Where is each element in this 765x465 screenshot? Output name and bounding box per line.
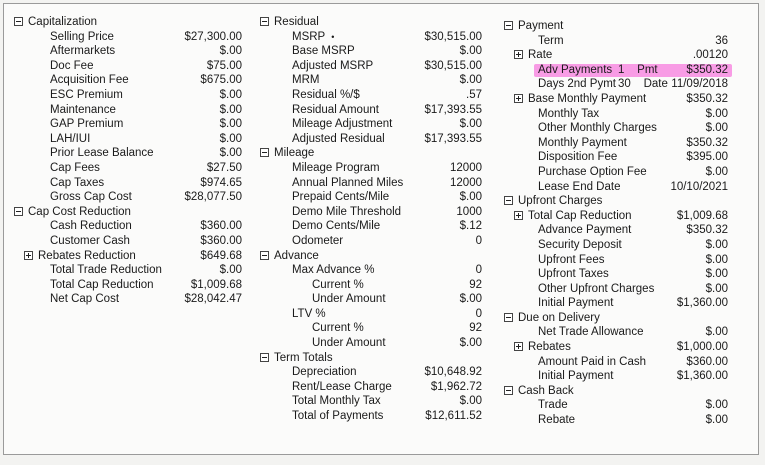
row-value: .00120 bbox=[692, 49, 728, 62]
row-label: Term Totals bbox=[274, 351, 333, 364]
row-value: $30,515.00 bbox=[424, 59, 482, 72]
collapse-icon[interactable] bbox=[14, 17, 23, 26]
row-label: Days 2nd Pymt bbox=[538, 78, 616, 91]
tree-row-initial-payment bbox=[504, 369, 728, 384]
tree-node-upfront-charges[interactable] bbox=[504, 194, 728, 209]
row-label: Depreciation bbox=[292, 366, 357, 379]
row-label: Upfront Charges bbox=[518, 195, 603, 208]
row-value: $395.00 bbox=[686, 151, 728, 164]
row-value: $75.00 bbox=[206, 59, 242, 72]
row-value: $.00 bbox=[705, 326, 728, 339]
row-label: Max Advance % bbox=[292, 264, 375, 277]
row-label: Adjusted Residual bbox=[292, 132, 385, 145]
row-label: Initial Payment bbox=[538, 370, 614, 383]
row-label: MSRP • bbox=[292, 30, 335, 43]
row-value: $360.00 bbox=[200, 220, 242, 233]
row-value: $28,077.50 bbox=[184, 191, 242, 204]
collapse-icon[interactable] bbox=[504, 196, 513, 205]
tree-row-aftermarkets bbox=[14, 44, 254, 59]
row-value: 92 bbox=[469, 278, 482, 291]
row-value: $.00 bbox=[459, 337, 482, 350]
row-value: $.00 bbox=[219, 118, 242, 131]
tree-row-gross-cap-cost bbox=[14, 190, 254, 205]
row-label: LAH/IUI bbox=[50, 132, 91, 145]
row-value: $360.00 bbox=[200, 234, 242, 247]
tree-row-initial-payment bbox=[504, 296, 728, 311]
row-label: Net Trade Allowance bbox=[538, 326, 644, 339]
tree-row-under-amount bbox=[260, 292, 490, 307]
tree-node-base-monthly-payment[interactable] bbox=[504, 92, 728, 107]
tree-row-prepaid-cents-mile bbox=[260, 190, 490, 205]
row-value: $.12 bbox=[459, 220, 482, 233]
row-label: Gross Cap Cost bbox=[50, 191, 132, 204]
tree-row-upfront-taxes bbox=[504, 267, 728, 282]
row-label: Security Deposit bbox=[538, 238, 622, 251]
row-label: Demo Mile Threshold bbox=[292, 205, 402, 218]
expand-icon[interactable] bbox=[514, 342, 523, 351]
row-label: Selling Price bbox=[50, 30, 114, 43]
row-value: $360.00 bbox=[686, 355, 728, 368]
tree-row-maintenance bbox=[14, 103, 254, 118]
row-value: 11/09/2018 bbox=[671, 78, 728, 91]
row-value: $17,393.55 bbox=[424, 132, 482, 145]
tree-row-cash-reduction bbox=[14, 219, 254, 234]
row-value: $17,393.55 bbox=[424, 103, 482, 116]
tree-row-cap-taxes bbox=[14, 176, 254, 191]
tree-row-rebate bbox=[504, 413, 728, 428]
row-value: $1,009.68 bbox=[676, 209, 728, 222]
tree-row-adjusted-residual bbox=[260, 132, 490, 147]
row-label: Rebates Reduction bbox=[38, 249, 136, 262]
tree-row-other-upfront-charges bbox=[504, 282, 728, 297]
collapse-icon[interactable] bbox=[260, 251, 269, 260]
row-label: Cap Cost Reduction bbox=[28, 205, 131, 218]
lease-worksheet-panel bbox=[3, 3, 759, 455]
row-label: Payment bbox=[518, 20, 564, 32]
row-label: Annual Planned Miles bbox=[292, 176, 404, 189]
row-value: $.00 bbox=[705, 282, 728, 295]
row-value: $.00 bbox=[219, 264, 242, 277]
row-label: Under Amount bbox=[312, 293, 386, 306]
collapse-icon[interactable] bbox=[504, 313, 513, 322]
tree-row-current bbox=[260, 278, 490, 293]
row-value: 36 bbox=[715, 34, 728, 47]
row-label: Capitalization bbox=[28, 16, 98, 28]
row-value: $675.00 bbox=[200, 74, 242, 87]
row-label: GAP Premium bbox=[50, 118, 124, 131]
tree-row-security-deposit bbox=[504, 238, 728, 253]
collapse-icon[interactable] bbox=[260, 353, 269, 362]
row-label: MRM bbox=[292, 74, 320, 87]
row-value: $.00 bbox=[219, 45, 242, 58]
tree-row-adv-payments bbox=[504, 63, 728, 78]
tree-row-disposition-fee bbox=[504, 150, 728, 165]
tree-row-residual-amount bbox=[260, 103, 490, 118]
tree-row-rent-lease-charge bbox=[260, 380, 490, 395]
row-value: 0 bbox=[475, 234, 482, 247]
row-value: $350.32 bbox=[686, 63, 728, 76]
row-value: $.00 bbox=[459, 191, 482, 204]
row-label: Advance Payment bbox=[538, 224, 632, 237]
row-label: Other Monthly Charges bbox=[538, 122, 657, 135]
row-label: Residual bbox=[274, 16, 319, 28]
collapse-icon[interactable] bbox=[504, 21, 513, 30]
row-value: $.00 bbox=[705, 165, 728, 178]
row-value: 12000 bbox=[450, 176, 482, 189]
row-label: Rebate bbox=[538, 414, 576, 427]
row-extra: 30 Date bbox=[618, 78, 668, 91]
row-value: $.00 bbox=[459, 293, 482, 306]
tree-row-amount-paid-in-cash bbox=[504, 355, 728, 370]
row-value: $.00 bbox=[459, 74, 482, 87]
row-value: $.00 bbox=[459, 118, 482, 131]
row-value: $.00 bbox=[705, 122, 728, 135]
row-value: $974.65 bbox=[200, 176, 242, 189]
tree-row-annual-planned-miles bbox=[260, 176, 490, 191]
row-value: $.00 bbox=[219, 147, 242, 160]
row-label: Base MSRP bbox=[292, 45, 355, 58]
tree-row-total-of-payments bbox=[260, 409, 490, 424]
row-value: $649.68 bbox=[200, 249, 242, 262]
row-value: $1,000.00 bbox=[676, 341, 728, 354]
tree-row-days-2nd-pymt bbox=[504, 77, 728, 92]
row-label: Maintenance bbox=[50, 103, 116, 116]
collapse-icon[interactable] bbox=[260, 148, 269, 157]
row-label: Cap Taxes bbox=[50, 176, 105, 189]
expand-icon[interactable] bbox=[24, 251, 33, 260]
row-label: Customer Cash bbox=[50, 234, 130, 247]
tree-node-rebates-reduction[interactable] bbox=[14, 249, 254, 264]
row-label: Acquisition Fee bbox=[50, 74, 129, 87]
row-label: Amount Paid in Cash bbox=[538, 355, 647, 368]
collapse-icon[interactable] bbox=[260, 17, 269, 26]
expand-icon[interactable] bbox=[514, 211, 523, 220]
row-extra: 1 Pmt bbox=[618, 63, 658, 76]
tree-row-total-trade-reduction bbox=[14, 263, 254, 278]
capitalization-column bbox=[14, 15, 254, 307]
tree-row-upfront-fees bbox=[504, 253, 728, 268]
residual-column bbox=[260, 15, 490, 424]
tree-row-residual bbox=[260, 88, 490, 103]
row-label: Monthly Tax bbox=[538, 107, 600, 120]
row-value: $1,962.72 bbox=[430, 380, 482, 393]
tree-row-purchase-option-fee bbox=[504, 165, 728, 180]
row-value: $10,648.92 bbox=[424, 366, 482, 379]
tree-row-current bbox=[260, 321, 490, 336]
tree-row-prior-lease-balance bbox=[14, 146, 254, 161]
row-value: $27,300.00 bbox=[184, 30, 242, 43]
row-value: 0 bbox=[475, 264, 482, 277]
row-label: Upfront Taxes bbox=[538, 268, 609, 281]
tree-row-demo-cents-mile bbox=[260, 219, 490, 234]
tree-row-customer-cash bbox=[14, 234, 254, 249]
tree-row-depreciation bbox=[260, 365, 490, 380]
row-label: Rate bbox=[528, 49, 553, 62]
payment-column bbox=[504, 15, 728, 428]
row-value: $27.50 bbox=[206, 161, 242, 174]
row-value: $.00 bbox=[219, 88, 242, 101]
tree-row-trade bbox=[504, 398, 728, 413]
row-label: Demo Cents/Mile bbox=[292, 220, 381, 233]
row-label: Trade bbox=[538, 399, 568, 412]
row-label: Total Cap Reduction bbox=[50, 278, 154, 291]
row-label: Base Monthly Payment bbox=[528, 92, 647, 105]
row-value: 1000 bbox=[456, 205, 482, 218]
row-label: Current % bbox=[312, 322, 364, 335]
tree-row-demo-mile-threshold bbox=[260, 205, 490, 220]
tree-node-mileage[interactable] bbox=[260, 146, 490, 161]
tree-row-advance-payment bbox=[504, 223, 728, 238]
row-value: $.00 bbox=[459, 45, 482, 58]
collapse-icon[interactable] bbox=[14, 207, 23, 216]
tree-row-selling-price bbox=[14, 30, 254, 45]
row-label: Odometer bbox=[292, 234, 344, 247]
row-label: Lease End Date bbox=[538, 180, 621, 193]
tree-row-esc-premium bbox=[14, 88, 254, 103]
tree-row-ltv bbox=[260, 307, 490, 322]
tree-row-net-cap-cost bbox=[14, 292, 254, 307]
tree-row-cap-fees bbox=[14, 161, 254, 176]
row-label: Purchase Option Fee bbox=[538, 165, 647, 178]
row-value: $.00 bbox=[705, 238, 728, 251]
row-label: Prepaid Cents/Mile bbox=[292, 191, 390, 204]
row-value: $.00 bbox=[705, 253, 728, 266]
tree-node-cap-cost-reduction[interactable] bbox=[14, 205, 254, 220]
row-value: 92 bbox=[469, 322, 482, 335]
tree-row-lah-iui bbox=[14, 132, 254, 147]
row-value: $.00 bbox=[705, 399, 728, 412]
row-label: Cap Fees bbox=[50, 161, 100, 174]
collapse-icon[interactable] bbox=[504, 386, 513, 395]
row-label: Total of Payments bbox=[292, 410, 384, 423]
tree-node-payment[interactable] bbox=[504, 19, 728, 34]
tree-row-monthly-payment bbox=[504, 136, 728, 151]
row-label: Rebates bbox=[528, 341, 571, 354]
row-label: Aftermarkets bbox=[50, 45, 116, 58]
row-value: $.00 bbox=[705, 414, 728, 427]
row-label: Doc Fee bbox=[50, 59, 94, 72]
row-label: Net Cap Cost bbox=[50, 293, 120, 306]
tree-row-term bbox=[504, 34, 728, 49]
row-label: Mileage bbox=[274, 147, 315, 160]
row-value: $.00 bbox=[459, 395, 482, 408]
row-label: Residual %/$ bbox=[292, 88, 360, 101]
tree-node-rebates[interactable] bbox=[504, 340, 728, 355]
row-label: Rent/Lease Charge bbox=[292, 380, 392, 393]
row-value: $30,515.00 bbox=[424, 30, 482, 43]
row-value: $350.32 bbox=[686, 92, 728, 105]
row-label: Total Monthly Tax bbox=[292, 395, 381, 408]
row-label: Total Trade Reduction bbox=[50, 264, 162, 277]
row-label: Total Cap Reduction bbox=[528, 209, 632, 222]
row-label: Advance bbox=[274, 249, 319, 262]
row-label: LTV % bbox=[292, 307, 326, 320]
row-value: $1,360.00 bbox=[676, 370, 728, 383]
row-label: Mileage Program bbox=[292, 161, 380, 174]
tree-row-odometer bbox=[260, 234, 490, 249]
tree-row-total-cap-reduction bbox=[14, 278, 254, 293]
row-value: 10/10/2021 bbox=[670, 180, 728, 193]
tree-row-msrp bbox=[260, 30, 490, 45]
tree-row-lease-end-date bbox=[504, 180, 728, 195]
tree-row-mileage-adjustment bbox=[260, 117, 490, 132]
tree-row-mrm bbox=[260, 73, 490, 88]
row-value: $.00 bbox=[705, 107, 728, 120]
row-label: Adv Payments bbox=[538, 63, 613, 76]
row-label: Monthly Payment bbox=[538, 136, 627, 149]
row-value: $350.32 bbox=[686, 136, 728, 149]
row-label: Upfront Fees bbox=[538, 253, 605, 266]
row-label: Due on Delivery bbox=[518, 311, 600, 324]
tree-row-monthly-tax bbox=[504, 107, 728, 122]
tree-row-under-amount bbox=[260, 336, 490, 351]
row-value: $12,611.52 bbox=[425, 410, 482, 423]
row-value: 12000 bbox=[450, 161, 482, 174]
row-value: $.00 bbox=[705, 268, 728, 281]
row-label: Current % bbox=[312, 278, 364, 291]
row-label: Under Amount bbox=[312, 337, 386, 350]
row-value: $350.32 bbox=[686, 224, 728, 237]
row-value: .57 bbox=[466, 88, 482, 101]
tree-node-residual[interactable] bbox=[260, 15, 490, 30]
expand-icon[interactable] bbox=[514, 50, 523, 59]
tree-row-adjusted-msrp bbox=[260, 59, 490, 74]
row-label: Initial Payment bbox=[538, 297, 614, 310]
tree-row-other-monthly-charges bbox=[504, 121, 728, 136]
row-value: $.00 bbox=[219, 103, 242, 116]
tree-node-total-cap-reduction[interactable] bbox=[504, 209, 728, 224]
tree-node-rate[interactable] bbox=[504, 48, 728, 63]
tree-node-due-on-delivery[interactable] bbox=[504, 311, 728, 326]
row-label: Other Upfront Charges bbox=[538, 282, 655, 295]
row-label: Term bbox=[538, 34, 564, 47]
row-label: ESC Premium bbox=[50, 88, 123, 101]
tree-node-advance[interactable] bbox=[260, 249, 490, 264]
row-value: $1,360.00 bbox=[676, 297, 728, 310]
tree-row-base-msrp bbox=[260, 44, 490, 59]
row-label: Disposition Fee bbox=[538, 151, 618, 164]
tree-row-net-trade-allowance bbox=[504, 325, 728, 340]
tree-node-cash-back[interactable] bbox=[504, 384, 728, 399]
row-label: Mileage Adjustment bbox=[292, 118, 393, 131]
row-value: $28,042.47 bbox=[184, 293, 242, 306]
expand-icon[interactable] bbox=[514, 94, 523, 103]
row-value: $1,009.68 bbox=[190, 278, 242, 291]
tree-row-max-advance bbox=[260, 263, 490, 278]
tree-row-total-monthly-tax bbox=[260, 394, 490, 409]
row-label: Cash Reduction bbox=[50, 220, 132, 233]
row-label: Adjusted MSRP bbox=[292, 59, 374, 72]
tree-row-doc-fee bbox=[14, 59, 254, 74]
row-label: Cash Back bbox=[518, 384, 574, 397]
tree-node-capitalization[interactable] bbox=[14, 15, 254, 30]
row-label: Residual Amount bbox=[292, 103, 379, 116]
tree-row-acquisition-fee bbox=[14, 73, 254, 88]
row-value: 0 bbox=[475, 307, 482, 320]
tree-row-mileage-program bbox=[260, 161, 490, 176]
row-label: Prior Lease Balance bbox=[50, 147, 154, 160]
tree-node-term-totals[interactable] bbox=[260, 351, 490, 366]
tree-row-gap-premium bbox=[14, 117, 254, 132]
bullet-icon: • bbox=[331, 31, 335, 42]
row-value: $.00 bbox=[219, 132, 242, 145]
